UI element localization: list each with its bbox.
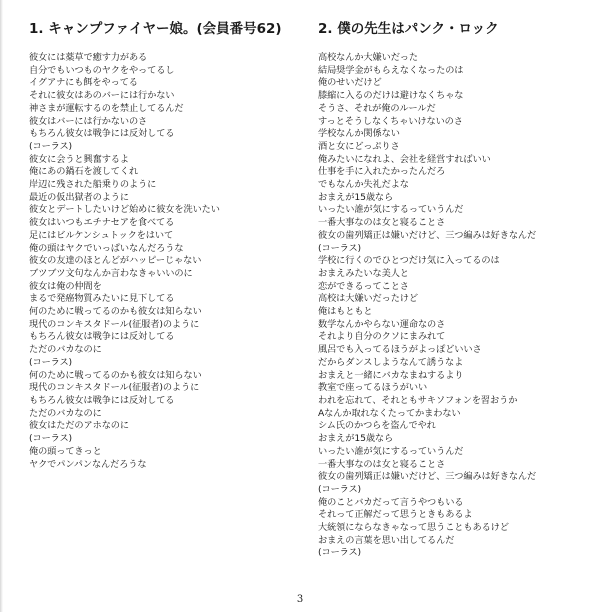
lyric-line: Aなんか取れなくたってかまわない [318, 407, 461, 419]
lyric-line: 一番大事なのは女と寝ることさ [318, 217, 446, 229]
lyric-line: シム氏のかつらを盗んでやれ [318, 420, 436, 432]
lyric-line: 俺の頭ってきっと [29, 445, 102, 457]
lyric-line: 彼女はバーには行かないのさ [29, 115, 148, 127]
lyric-line: それに彼女はあのバーには行かない [29, 90, 175, 102]
lyric-line: 学校に行くのでひとつだけ気に入ってるのは [318, 255, 500, 267]
lyric-line: もちろん彼女は戦争には反対してる [29, 394, 175, 406]
lyric-line: 俺はもともと [318, 306, 373, 318]
song-2-column [318, 20, 593, 560]
lyric-line: すっとそうしなくちゃいけないのさ [318, 115, 463, 127]
lyric-line: 最近の仮出獄者のように [29, 191, 129, 203]
lyric-line: 彼女の歯列矯正は嫌いだけど、三つ編みは好きなんだ [318, 229, 537, 241]
lyric-line: 教室で座ってるほうがいい [318, 382, 428, 394]
page-edge-shadow [0, 0, 3, 612]
lyric-line: 俺のことバカだって言うやつもいる [318, 496, 464, 508]
lyric-line: 何のために戦ってるのかも彼女は知らない [29, 306, 202, 318]
lyric-line: ただのバカなのに [29, 344, 102, 356]
lyric-line: 膝縮に入るのだけは避けなくちゃな [318, 90, 464, 102]
lyric-line: いったい誰が気にするっていうんだ [318, 445, 464, 457]
lyric-line: (コーラス) [29, 433, 73, 445]
lyric-line: 一番大事なのは女と寝ることさ [318, 458, 446, 470]
lyric-line: 風呂でも入ってるほうがよっぽどいいさ [318, 344, 482, 356]
lyric-line: ただのバカなのに [29, 407, 102, 419]
lyric-line: 何のために戦ってるのかも彼女は知らない [29, 369, 202, 381]
lyric-line: 数学なんかやらない運命なのさ [318, 318, 446, 330]
lyric-line: でもなんか失礼だよな [318, 179, 409, 191]
lyric-line: (コーラス) [318, 242, 362, 254]
lyric-line: おまえの言葉を思い出してるんだ [318, 534, 455, 546]
lyric-line: おまえみたいな美人と [318, 267, 409, 279]
lyric-line: 俺のせいだけど [318, 77, 382, 89]
lyric-line: われを忘れて、それともサキソフォンを習おうか [318, 394, 518, 406]
lyric-line: 彼女は俺の仲間を [29, 280, 102, 292]
lyric-line: 高校は大嫌いだったけど [318, 293, 418, 305]
lyric-line: 大統領にならなきゃなって思うこともあるけど [318, 522, 509, 534]
lyric-line: 彼女の歯列矯正は嫌いだけど、三つ編みは好きなんだ [318, 471, 537, 483]
lyric-line: もちろん彼女は戦争には反対してる [29, 128, 175, 140]
lyric-line: おまえと一緒にバカなまねするより [318, 369, 464, 381]
lyric-line: 彼女とデートしたいけど始めに彼女を洗いたい [29, 204, 220, 216]
lyric-line: 彼女はただのアホなのに [29, 420, 129, 432]
lyric-line: おまえが15歳なら [318, 433, 394, 445]
lyric-line: 酒と女にどっぷりさ [318, 140, 400, 152]
lyric-line: 神さまが運転するのを禁止してるんだ [29, 102, 184, 114]
lyric-line: 結局奨学金がもらえなくなったのは [318, 64, 464, 76]
lyric-line: 高校なんか大嫌いだった [318, 52, 418, 63]
lyric-line: そうさ、それが俺のルールだ [318, 102, 436, 114]
lyric-line: (コーラス) [29, 356, 73, 368]
lyric-line: 岸辺に残された船乗りのように [29, 179, 157, 191]
lyric-line: ブツブツ文句なんか言わなきゃいいのに [29, 267, 193, 279]
lyric-line: 俺みたいになれよ、会社を経営すればいい [318, 153, 491, 165]
lyric-line: 彼女には薬草で癒す力がある [29, 52, 148, 63]
lyric-line: 学校なんか関係ない [318, 128, 400, 140]
lyric-line: 彼女の友達のほとんどがハッピーじゃない [29, 255, 202, 267]
lyric-line: それって正解だって思うときもあるよ [318, 509, 473, 521]
lyric-line: (コーラス) [29, 140, 73, 152]
song-2-lyrics [318, 52, 593, 560]
lyric-line: おまえが15歳なら [318, 191, 394, 203]
lyric-line: 俺の頭はヤクでいっぱいなんだろうな [29, 242, 184, 254]
song-1-lyrics [29, 52, 291, 471]
lyric-line: 現代のコンキスタドール(征服者)のように [29, 318, 200, 330]
lyric-line: それより自分のクソにまみれて [318, 331, 446, 343]
lyric-line: 彼女はいつもエチナセアを食べてる [29, 217, 175, 229]
song-2-title: 2. 僕の先生はパンク・ロック [318, 21, 499, 37]
song-1-title: 1. キャンプファイヤー娘。(会員番号62) [29, 21, 282, 37]
lyric-line: イグアナにも餌をやってる [29, 77, 138, 89]
lyric-line: (コーラス) [318, 483, 362, 495]
lyric-line: 俺にあの鍋石を渡してくれ [29, 166, 139, 178]
lyric-line: ヤクでパンパンなんだろうな [29, 458, 147, 470]
lyric-line: 足にはビルケンシュトックをはいて [29, 229, 174, 241]
lyric-line: 彼女に会うと興奮するよ [29, 153, 129, 165]
page-number: 3 [296, 594, 304, 605]
lyric-line: いったい誰が気にするっていうんだ [318, 204, 464, 216]
lyric-line: 自分でもいつものヤクをやってるし [29, 64, 175, 76]
lyric-line: 恋ができるってことさ [318, 280, 409, 292]
lyric-line: (コーラス) [318, 547, 362, 559]
song-1-column [29, 20, 291, 471]
lyric-line: もちろん彼女は戦争には反対してる [29, 331, 175, 343]
lyric-line: 仕事を手に入れたかったんだろ [318, 166, 446, 178]
lyric-line: 現代のコンキスタドール(征服者)のように [29, 382, 200, 394]
lyric-line: だからダンスしようなんて誘うなよ [318, 356, 464, 368]
lyric-line: まるで発癌物質みたいに見下してる [29, 293, 175, 305]
